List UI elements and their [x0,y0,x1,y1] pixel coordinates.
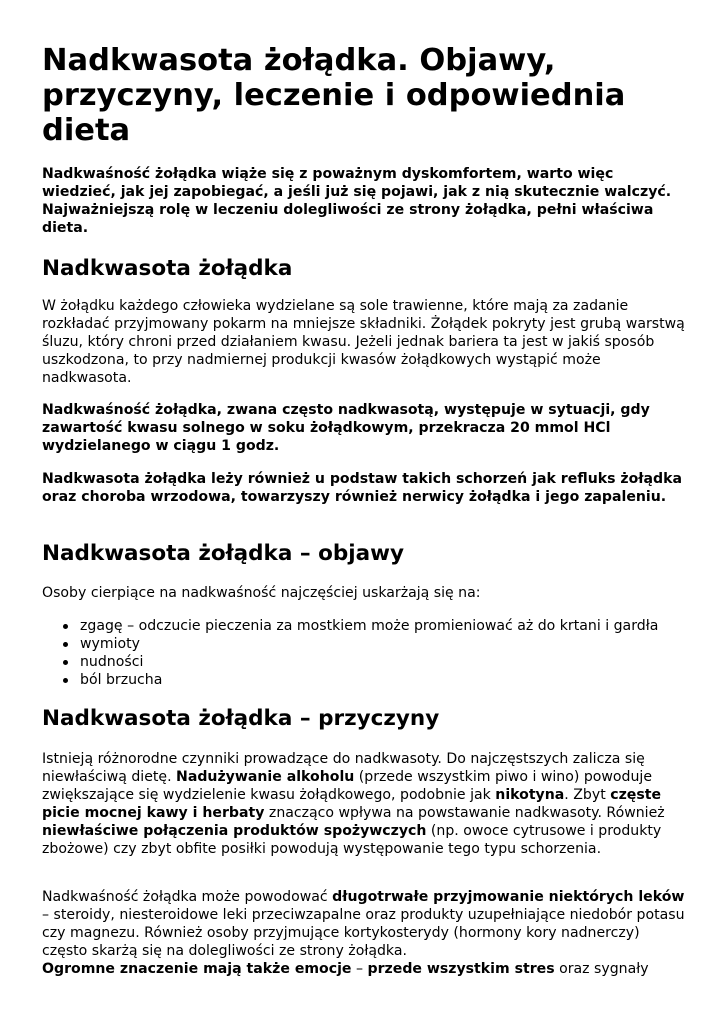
lead-paragraph: Nadkwaśność żołądka wiąże się z poważnym dyskomfortem, warto więc wiedzieć, jak jej zapobiegać, a jeśli już się pojawi, jak z nią skutecznie walczyć. Najważniejszą rolę w leczeniu dolegliwości ze strony żołądka, pełni właściwa dieta. [42,166,672,236]
causes-paragraph-2: Nadkwaśność żołądka może powodować długotrwałe przyjmowanie niektórych leków – steroidy, niesteroidowe leki przeciwzapalne oraz produkty uzupełniające niedobór potasu czy magnezu. Również osoby przyjmujące kortykosterydy (hormony kory nadnerczy) często skarżą się na dolegliwości ze strony żołądka. Ogromne znaczenie mają także emocje – przede wszystkim stres oraz sygnały [42,889,685,977]
section-heading-przyczyny: Nadkwasota żołądka – przyczyny [42,706,440,731]
causes-paragraph-1: Istnieją różnorodne czynniki prowadzące do nadkwasoty. Do najczęstszych zalicza się niewłaściwą dietę. Nadużywanie alkoholu (przede wszystkim piwo i wino) powoduje zwiększające się wydzielenie kwasu żołądkowego, podobnie jak nikotyna. Zbyt częste picie mocnej kawy i herbaty znacząco wpływa na powstawanie nadkwasoty. Również niewłaściwe połączenia produktów spożywczych (np. owoce cytrusowe i produkty zbożowe) czy zbyt obfite posiłki powodują występowanie tego typu schorzenia. [42,751,665,857]
section1-paragraph-3: Nadkwasota żołądka leży również u podstaw takich schorzeń jak refluks żołądka oraz choroba wrzodowa, towarzyszy również nerwicy żołądka i jego zapaleniu. [42,471,682,505]
list-item: zgagę – odczucie pieczenia za mostkiem może promieniować aż do krtani i gardła [42,617,687,635]
section-heading-objawy: Nadkwasota żołądka – objawy [42,541,405,566]
symptoms-intro: Osoby cierpiące na nadkwaśność najczęściej uskarżają się na: [42,585,481,601]
list-item: nudności [42,653,687,671]
page-title: Nadkwasota żołądka. Objawy, przyczyny, leczenie i odpowiednia dieta [42,43,626,148]
section1-paragraph-1: W żołądku każdego człowieka wydzielane są sole trawienne, które mają za zadanie rozkładać przyjmowany pokarm na mniejsze składniki. Żołądek pokryty jest grubą warstwą śluzu, który chroni przed działaniem kwasu. Jeżeli jednak bariera ta jest w jakiś sposób uszkodzona, to przy nadmiernej produkcji kwasów żołądkowych wystąpić może nadkwasota. [42,298,685,386]
section-heading-nadkwasota: Nadkwasota żołądka [42,256,293,281]
symptoms-list [42,617,687,689]
list-item: ból brzucha [42,671,687,689]
section1-paragraph-2: Nadkwaśność żołądka, zwana często nadkwasotą, występuje w sytuacji, gdy zawartość kwasu solnego w soku żołądkowym, przekracza 20 mmol HCl wydzielanego w ciągu 1 godz. [42,402,650,454]
list-item: wymioty [42,635,687,653]
